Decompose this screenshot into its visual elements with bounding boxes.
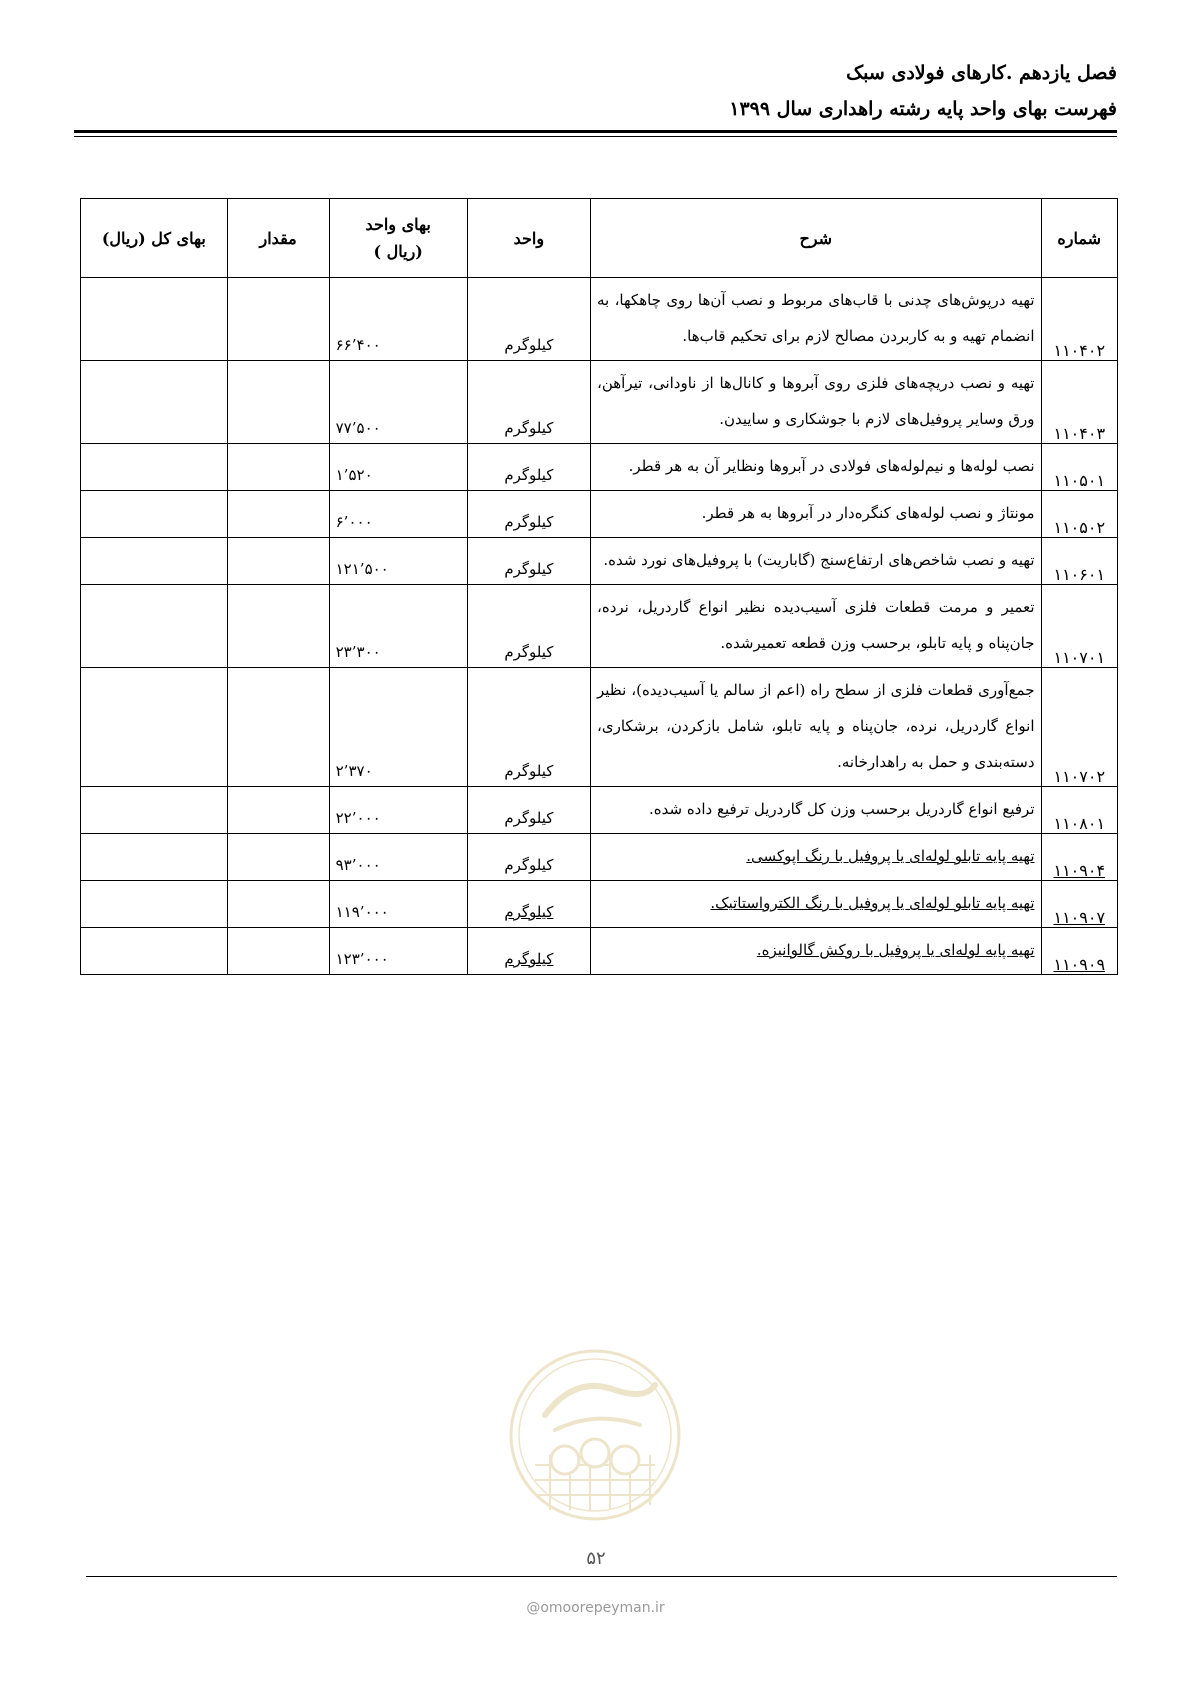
item-unit-price: ۱۲۱’۵۰۰ [329, 538, 467, 585]
item-quantity[interactable] [227, 491, 329, 538]
item-description: مونتاژ و نصب لوله‌های کنگره‌دار در آبروها به هر قطر. [591, 491, 1042, 538]
item-total[interactable] [81, 585, 228, 668]
col-header-unit-price [329, 199, 467, 278]
table-row [81, 881, 1118, 928]
item-quantity[interactable] [227, 444, 329, 491]
item-number: ۱۱۰۵۰۱ [1041, 444, 1118, 491]
col-header-number: شماره [1041, 199, 1118, 278]
chapter-title: فصل یازدهم .کارهای فولادی سبک [846, 62, 1117, 84]
item-quantity[interactable] [227, 834, 329, 881]
footer-rule [86, 1576, 1117, 1577]
item-unit: کیلوگرم [467, 444, 590, 491]
item-quantity[interactable] [227, 585, 329, 668]
item-description [591, 881, 1042, 928]
item-quantity[interactable] [227, 278, 329, 361]
item-number: ۱۱۰۹۰۴ [1041, 834, 1118, 881]
table-row [81, 787, 1118, 834]
item-description: تهیه و نصب دریچه‌های فلزی روی آبروها و کانال‌ها از ناودانی، تیرآهن، ورق وسایر پروفیل‌های لازم با جوشکاری و ساییدن. [591, 361, 1042, 444]
item-unit-price: ۲۲’۰۰۰ [329, 787, 467, 834]
item-number: ۱۱۰۴۰۲ [1041, 278, 1118, 361]
item-description: تهیه و نصب شاخص‌های ارتفاع‌سنج (گاباریت) با پروفیل‌های نورد شده. [591, 538, 1042, 585]
item-quantity[interactable] [227, 787, 329, 834]
item-unit: کیلوگرم [467, 787, 590, 834]
item-total[interactable] [81, 928, 228, 975]
item-total[interactable] [81, 538, 228, 585]
item-unit-price: ۱۲۳’۰۰۰ [329, 928, 467, 975]
table-row [81, 928, 1118, 975]
item-description [591, 834, 1042, 881]
item-description: ترفیع انواع گاردریل برحسب وزن کل گاردریل ترفیع داده شده. [591, 787, 1042, 834]
item-quantity[interactable] [227, 928, 329, 975]
col-header-total: بهای کل (ریال) [81, 199, 228, 278]
col-header-description: شرح [591, 199, 1042, 278]
item-total[interactable] [81, 834, 228, 881]
item-total[interactable] [81, 278, 228, 361]
item-number: ۱۱۰۸۰۱ [1041, 787, 1118, 834]
item-description: نصب لوله‌ها و نیم‌لوله‌های فولادی در آبروها ونظایر آن به هر قطر. [591, 444, 1042, 491]
page-header [729, 58, 1117, 124]
item-unit-price: ۲’۳۷۰ [329, 668, 467, 787]
item-number: ۱۱۰۶۰۱ [1041, 538, 1118, 585]
page-number: ۵۲ [586, 1548, 606, 1569]
item-unit-price: ۱۱۹’۰۰۰ [329, 881, 467, 928]
item-total[interactable] [81, 668, 228, 787]
item-description-text: تهیه پایه تابلو لوله‌ای یا پروفیل با رنگ اپوکسی. [746, 847, 1035, 865]
item-number: ۱۱۰۷۰۱ [1041, 585, 1118, 668]
footer-url: @omoorepeyman.ir [526, 1600, 665, 1616]
item-number: ۱۱۰۹۰۹ [1041, 928, 1118, 975]
item-unit: کیلوگرم [467, 928, 590, 975]
price-list-title: فهرست بهای واحد پایه رشته راهداری سال ۱۳۹۹ [729, 98, 1117, 120]
item-unit: کیلوگرم [467, 668, 590, 787]
item-number: ۱۱۰۹۰۷ [1041, 881, 1118, 928]
col-header-unit-price-line1: بهای واحد [365, 215, 431, 234]
table-row [81, 538, 1118, 585]
price-table [80, 198, 1118, 975]
item-number: ۱۱۰۷۰۲ [1041, 668, 1118, 787]
item-description: جمع‌آوری قطعات فلزی از سطح راه (اعم از سالم یا آسیب‌دیده)، نظیر انواع گاردریل، نرده، جان‌پناه و پایه تابلو، شامل بازکردن، برشکاری، دسته‌بندی و حمل به راهدارخانه. [591, 668, 1042, 787]
item-number: ۱۱۰۵۰۲ [1041, 491, 1118, 538]
item-total[interactable] [81, 881, 228, 928]
item-unit-price: ۷۷’۵۰۰ [329, 361, 467, 444]
header-rule-thick [74, 130, 1117, 133]
item-total[interactable] [81, 787, 228, 834]
table-row [81, 668, 1118, 787]
item-description [591, 928, 1042, 975]
table-row [81, 585, 1118, 668]
table-row [81, 444, 1118, 491]
table-row [81, 361, 1118, 444]
table-header-row [81, 199, 1118, 278]
item-unit: کیلوگرم [467, 585, 590, 668]
item-unit-price: ۲۳’۳۰۰ [329, 585, 467, 668]
omoorepeyman-logo-icon [505, 1345, 685, 1525]
item-unit: کیلوگرم [467, 491, 590, 538]
table-row [81, 278, 1118, 361]
col-header-unit: واحد [467, 199, 590, 278]
item-quantity[interactable] [227, 538, 329, 585]
item-total[interactable] [81, 361, 228, 444]
item-unit: کیلوگرم [467, 538, 590, 585]
item-unit-price: ۶’۰۰۰ [329, 491, 467, 538]
item-quantity[interactable] [227, 881, 329, 928]
col-header-unit-price-line2: (ریال ) [373, 242, 423, 261]
header-rule-thin [74, 136, 1117, 137]
item-description: تهیه درپوش‌های چدنی با قاب‌های مربوط و نصب آن‌ها روی چاهکها، به انضمام تهیه و به کاربردن مصالح لازم برای تحکیم قاب‌ها. [591, 278, 1042, 361]
item-description: تعمیر و مرمت قطعات فلزی آسیب‌دیده نظیر انواع گاردریل، نرده، جان‌پناه و پایه تابلو، برحسب وزن قطعه تعمیرشده. [591, 585, 1042, 668]
item-description-text: تهیه پایه تابلو لوله‌ای یا پروفیل با رنگ الکترواستاتیک. [710, 894, 1035, 912]
table-row [81, 491, 1118, 538]
item-unit: کیلوگرم [467, 881, 590, 928]
item-unit: کیلوگرم [467, 361, 590, 444]
item-total[interactable] [81, 444, 228, 491]
item-unit: کیلوگرم [467, 278, 590, 361]
item-quantity[interactable] [227, 668, 329, 787]
item-quantity[interactable] [227, 361, 329, 444]
item-total[interactable] [81, 491, 228, 538]
col-header-quantity: مقدار [227, 199, 329, 278]
item-unit-price: ۹۳’۰۰۰ [329, 834, 467, 881]
item-unit-price: ۱’۵۲۰ [329, 444, 467, 491]
item-description-text: تهیه پایه لوله‌ای یا پروفیل با روکش گالوانیزه. [756, 941, 1035, 959]
item-number: ۱۱۰۴۰۳ [1041, 361, 1118, 444]
item-unit-price: ۶۶’۴۰۰ [329, 278, 467, 361]
table-row [81, 834, 1118, 881]
item-unit: کیلوگرم [467, 834, 590, 881]
